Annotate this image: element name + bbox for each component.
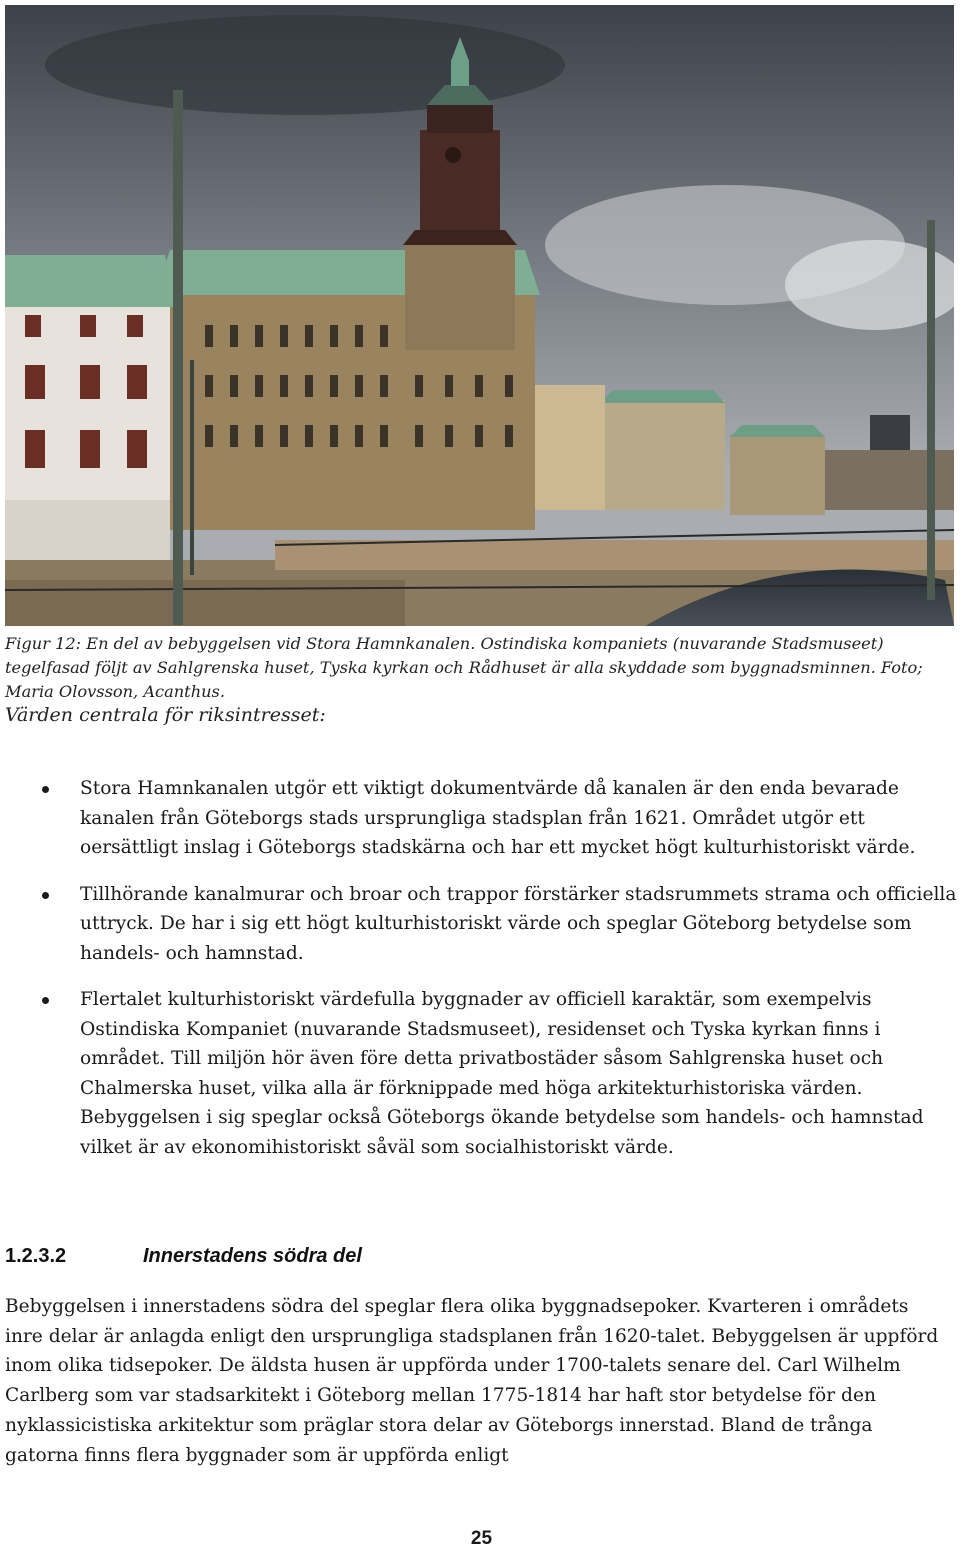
value-list	[0, 774, 960, 1179]
harbor-canal-photo	[5, 5, 954, 626]
section-heading	[5, 1242, 362, 1270]
body-paragraph: Bebyggelsen i innerstadens södra del speglar flera olika byggnadsepoker. Kvarteren i områdets inre delar är anlagda enligt den ursprungliga stadsplanen från 1620-talet. Bebyggelsen är uppförd inom olika tidsepoker. De äldsta husen är uppförda under 1700-talets senare del. Carl Wilhelm Carlberg som var stadsarkitekt i Göteborg mellan 1775-1814 har haft stor betydelse för den nyklassicistiska arkitektur som präglar stora delar av Göteborgs innerstad. Bland de trånga gatorna finns flera byggnader som är uppförda enligt	[5, 1296, 939, 1466]
list-item	[0, 774, 960, 863]
page-number: 25	[470, 1528, 493, 1549]
bullet-icon	[42, 786, 49, 793]
list-item	[0, 985, 960, 1162]
section-title: Innerstadens södra del	[143, 1245, 362, 1267]
list-item-text: Flertalet kulturhistoriskt värdefulla byggnader av officiell karaktär, som exempelvis Ostindiska Kompaniet (nuvarande Stadsmuseet), residenset och Tyska kyrkan finns i området. Till miljön hör även före detta privatbostäder såsom Sahlgrenska huset och Chalmerska huset, vilka alla är förknippade med höga arkitekturhistoriska värden. Bebyggelsen i sig speglar också Göteborgs ökande betydelse som handels- och hamnstad vilket är av ekonomihistoriskt såväl som socialhistoriskt värde.	[80, 989, 924, 1158]
figure-caption: Figur 12: En del av bebyggelsen vid Stora Hamnkanalen. Ostindiska kompaniets (nuvarande Stadsmuseet) tegelfasad följt av Sahlgrenska huset, Tyska kyrkan och Rådhuset är alla skyddade som byggnadsminnen. Foto; Maria Olovsson, Acanthus.	[5, 634, 923, 701]
list-item	[0, 880, 960, 969]
list-item-text: Stora Hamnkanalen utgör ett viktigt dokumentvärde då kanalen är den enda bevarade kanalen från Göteborgs stads ursprungliga stadsplan från 1621. Området utgör ett oersättligt inslag i Göteborgs stadskärna och har ett mycket högt kulturhistoriskt värde.	[80, 778, 916, 858]
photo-illustration	[5, 5, 954, 626]
section-number: 1.2.3.2	[5, 1245, 67, 1267]
bullet-icon	[42, 997, 49, 1004]
bullet-icon	[42, 892, 49, 899]
section-lead: Värden centrala för riksintresset:	[5, 704, 326, 726]
list-item-text: Tillhörande kanalmurar och broar och trappor förstärker stadsrummets strama och officiella uttryck. De har i sig ett högt kulturhistoriskt värde och speglar Göteborg betydelse som handels- och hamnstad.	[80, 883, 957, 964]
